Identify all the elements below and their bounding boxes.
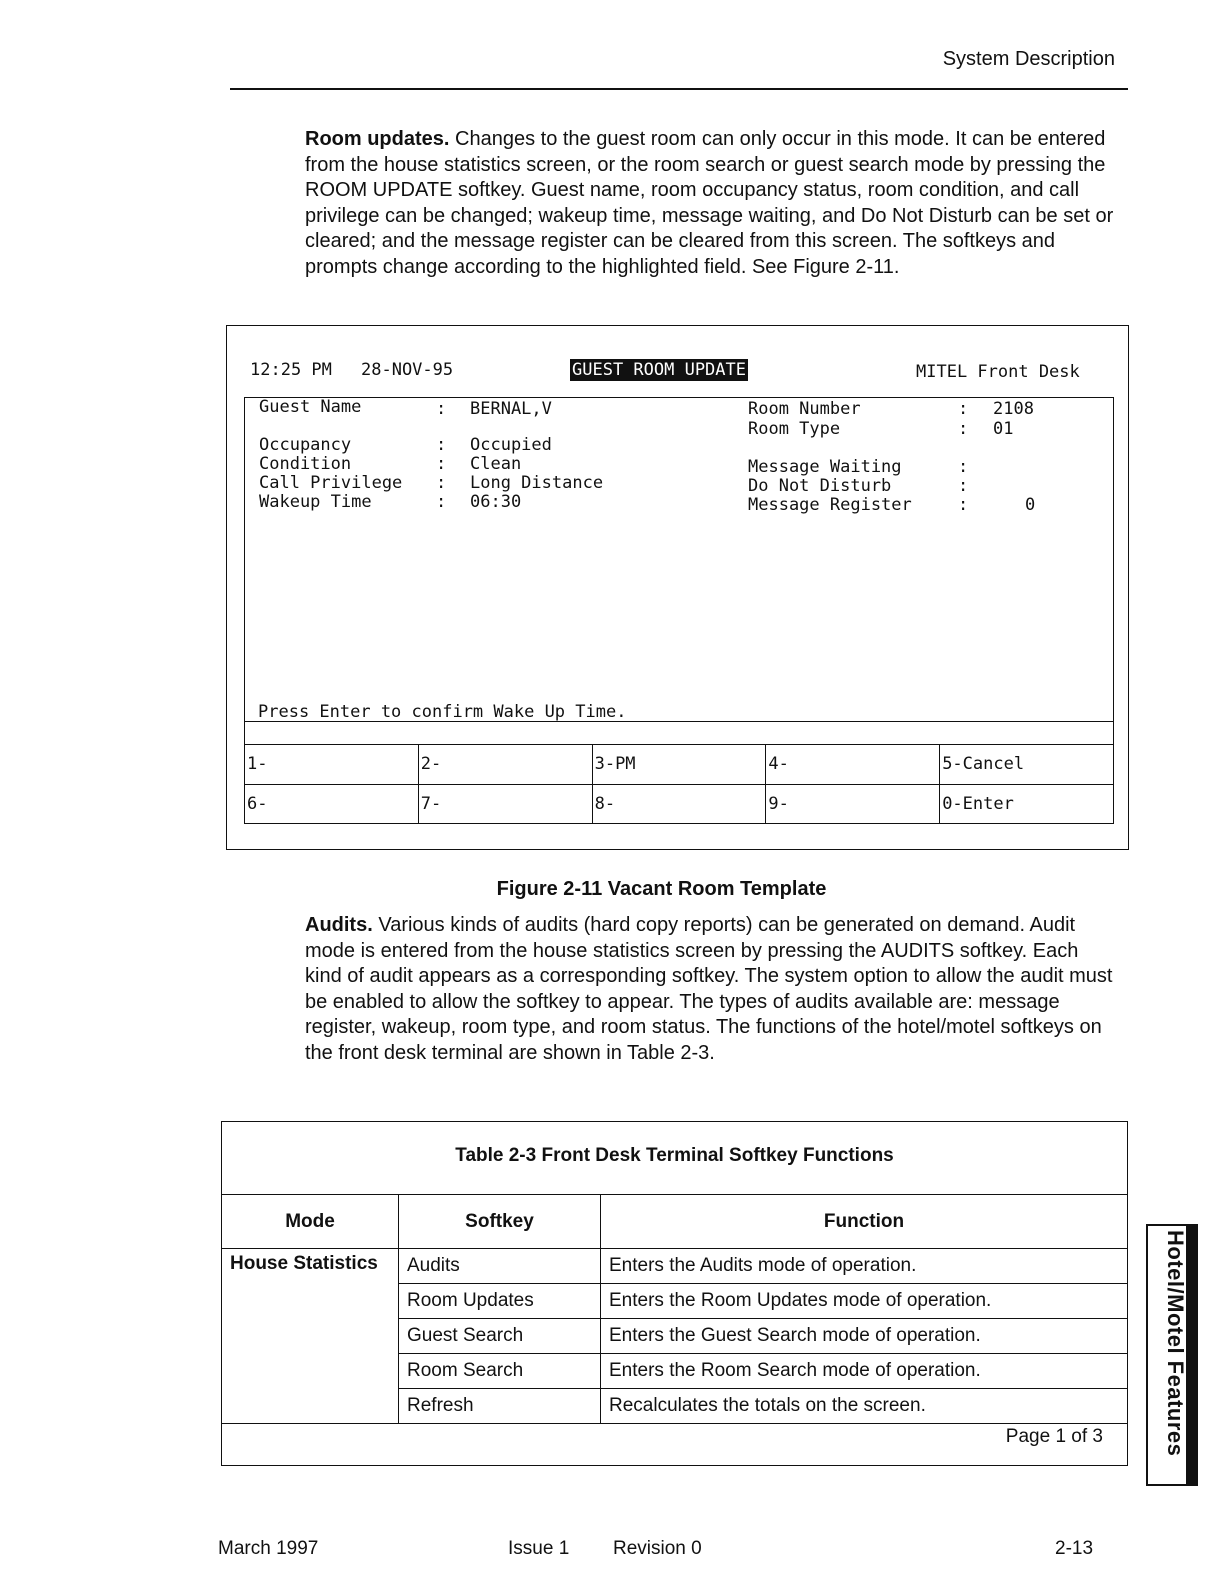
softkey-cell: Audits [399, 1249, 601, 1284]
softkey-7[interactable]: 7- [418, 784, 592, 824]
screen-date: 28-NOV-95 [361, 360, 454, 380]
audits-paragraph [305, 913, 1120, 1066]
field-sep: : [958, 419, 969, 439]
field-sep: : [958, 457, 969, 477]
field-value-guest-name[interactable]: BERNAL,V [470, 399, 552, 419]
field-sep: : [958, 476, 969, 496]
field-label-wakeup-time: Wakeup Time [259, 492, 372, 512]
function-cell: Enters the Room Search mode of operation. [601, 1354, 1128, 1389]
softkey-1[interactable]: 1- [245, 745, 419, 785]
field-sep: : [436, 473, 447, 493]
softkey-grid [244, 744, 1114, 824]
field-label-call-privilege: Call Privilege [259, 473, 403, 493]
field-value-occupancy[interactable]: Occupied [470, 435, 552, 455]
function-cell: Enters the Room Updates mode of operation. [601, 1284, 1128, 1319]
field-value-room-type[interactable]: 01 [993, 419, 1014, 439]
softkey-cell: Guest Search [399, 1319, 601, 1354]
field-label-message-waiting: Message Waiting [748, 457, 902, 477]
function-cell: Enters the Guest Search mode of operation. [601, 1319, 1128, 1354]
col-header-mode: Mode [222, 1195, 399, 1249]
footer-issue: Issue 1 [508, 1538, 570, 1559]
header-section-title: System Description [942, 48, 1115, 70]
softkey-functions-table [221, 1194, 1128, 1424]
field-value-condition[interactable]: Clean [470, 454, 522, 474]
field-label-condition: Condition [259, 454, 352, 474]
room-updates-body: Changes to the guest room can only occur in this mode. It can be entered from the house statistics screen, or the room search or guest search mode by pressing the ROOM UPDATE softkey. Guest name, room occupancy status, room condition, and call privilege can be changed; wakeup time, message waiting, and Do Not Disturb can be set or cleared; and the message register can be cleared from this screen. The softkeys and prompts change according to the highlighted field. See Figure 2-11. [305, 128, 1114, 278]
field-sep: : [436, 454, 447, 474]
field-label-room-number: Room Number [748, 399, 861, 419]
screen-prompt: Press Enter to confirm Wake Up Time. [258, 702, 627, 722]
softkey-cell: Room Updates [399, 1284, 601, 1319]
table-title: Table 2-3 Front Desk Terminal Softkey Functions [455, 1145, 894, 1166]
chapter-side-tab [1146, 1224, 1198, 1486]
field-label-guest-name: Guest Name [259, 397, 362, 417]
screen-mode-title: GUEST ROOM UPDATE [572, 360, 746, 380]
audits-heading: Audits. [305, 914, 373, 936]
footer-page-number: 2-13 [1055, 1538, 1094, 1559]
header-rule [230, 88, 1128, 90]
field-label-occupancy: Occupancy [259, 435, 352, 455]
softkey-2[interactable]: 2- [418, 745, 592, 785]
field-label-do-not-disturb: Do Not Disturb [748, 476, 892, 496]
screen-fields-panel [244, 397, 1114, 722]
softkey-6[interactable]: 6- [245, 784, 419, 824]
col-header-function: Function [601, 1195, 1128, 1249]
footer-date: March 1997 [218, 1538, 319, 1559]
screen-time: 12:25 PM [250, 360, 332, 380]
room-updates-heading: Room updates. [305, 128, 450, 150]
footer-revision: Revision 0 [613, 1538, 702, 1559]
field-value-wakeup-time[interactable]: 06:30 [470, 492, 522, 512]
field-sep: : [436, 492, 447, 512]
softkey-8[interactable]: 8- [592, 784, 766, 824]
softkey-9[interactable]: 9- [766, 784, 940, 824]
field-label-room-type: Room Type [748, 419, 841, 439]
room-updates-paragraph [305, 127, 1125, 280]
softkey-cell: Refresh [399, 1389, 601, 1424]
figure-caption: Figure 2-11 Vacant Room Template [496, 878, 827, 900]
softkey-4[interactable]: 4- [766, 745, 940, 785]
audits-body: Various kinds of audits (hard copy reports) can be generated on demand. Audit mode is entered from the house statistics screen by pressing the AUDITS softkey. Each kind of audit appears as a corresponding softkey. The system option to allow the audit must be enabled to allow the softkey to appear. The types of audits available are: message register, wakeup, room type, and room status. The functions of the hotel/motel softkeys on the front desk terminal are shown in Table 2-3. [305, 914, 1113, 1064]
side-tab-label: Hotel/Motel Features [1163, 1230, 1188, 1457]
field-value-call-privilege[interactable]: Long Distance [470, 473, 604, 493]
field-value-message-register[interactable]: 0 [1025, 495, 1036, 515]
function-cell: Enters the Audits mode of operation. [601, 1249, 1128, 1284]
softkey-cell: Room Search [399, 1354, 601, 1389]
field-value-room-number[interactable]: 2108 [993, 399, 1034, 419]
table-page-indicator: Page 1 of 3 [1005, 1426, 1103, 1447]
field-sep: : [436, 399, 447, 419]
function-cell: Recalculates the totals on the screen. [601, 1389, 1128, 1424]
col-header-softkey: Softkey [399, 1195, 601, 1249]
softkey-5[interactable]: 5-Cancel [940, 745, 1114, 785]
field-sep: : [958, 399, 969, 419]
field-label-message-register: Message Register [748, 495, 912, 515]
screen-app-name: MITEL Front Desk [916, 362, 1080, 382]
mode-cell: House Statistics [222, 1249, 399, 1424]
softkey-0[interactable]: 0-Enter [940, 784, 1114, 824]
field-sep: : [958, 495, 969, 515]
field-sep: : [436, 435, 447, 455]
softkey-3[interactable]: 3-PM [592, 745, 766, 785]
